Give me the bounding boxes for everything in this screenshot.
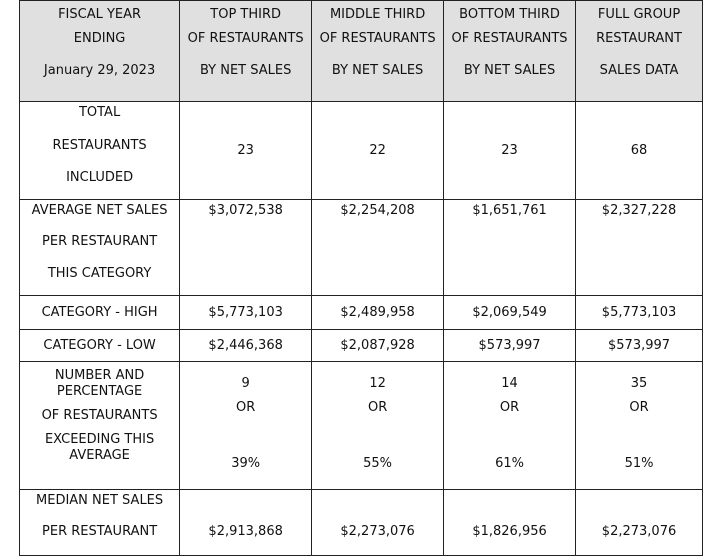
table-cell: $2,327,228 [576,200,703,296]
header-text: ENDING [73,31,126,46]
table-cell [444,362,576,490]
percent-value: 39% [231,456,261,471]
header-bottom-third [444,1,576,102]
header-text: SALES DATA [599,63,679,78]
header-text: TOP THIRD [210,7,282,22]
label-line: RESTAURANTS [52,138,147,153]
row-label [20,102,180,200]
header-text: January 29, 2023 [43,63,156,78]
or-text: OR [367,400,388,415]
table-cell: 22 [312,102,444,200]
label-line: PER RESTAURANT [42,234,158,249]
count-value: 14 [501,376,518,391]
row-label: CATEGORY - LOW [20,330,180,362]
or-text: OR [629,400,649,415]
restaurant-sales-table [19,0,703,556]
table-cell: $5,773,103 [576,296,703,330]
header-text: OF RESTAURANTS [319,31,436,46]
label-line: AVERAGE [69,448,130,463]
median-net-sales-row [20,490,703,556]
table-cell: $1,651,761 [444,200,576,296]
table-cell: $2,273,076 [576,490,703,556]
table-cell: $2,273,076 [312,490,444,556]
table-cell: 23 [444,102,576,200]
table-cell: 23 [180,102,312,200]
table-cell: $2,069,549 [444,296,576,330]
label-line: MEDIAN NET SALES [36,493,164,508]
category-low-row [20,330,703,362]
header-text: MIDDLE THIRD [329,7,426,22]
table-cell: $1,826,956 [444,490,576,556]
number-percentage-row [20,362,703,490]
header-text: RESTAURANT [596,31,682,46]
count-value: 12 [369,376,386,391]
table-cell [180,362,312,490]
header-fiscal-year [20,1,180,102]
table-cell: 68 [576,102,703,200]
label-line: TOTAL [78,105,121,120]
row-label [20,490,180,556]
header-row [20,1,703,102]
header-top-third [180,1,312,102]
label-line: INCLUDED [66,170,134,185]
label-line: PER RESTAURANT [42,524,158,539]
table-cell: $2,254,208 [312,200,444,296]
category-high-row [20,296,703,330]
percent-value: 61% [495,456,524,471]
table-cell: $2,489,958 [312,296,444,330]
table-cell [576,362,703,490]
table-cell [312,362,444,490]
header-text: OF RESTAURANTS [451,31,568,46]
row-label [20,200,180,296]
percent-value: 55% [363,456,393,471]
table-cell: $3,072,538 [180,200,312,296]
header-text: BY NET SALES [463,63,556,78]
table-cell: $2,087,928 [312,330,444,362]
or-text: OR [499,400,520,415]
label-line: THIS CATEGORY [47,266,152,281]
total-restaurants-row [20,102,703,200]
label-line: NUMBER AND [54,368,145,383]
header-text: OF RESTAURANTS [187,31,304,46]
label-line: AVERAGE NET SALES [31,203,168,218]
table-cell: $573,997 [576,330,703,362]
header-text: BY NET SALES [331,63,424,78]
percent-value: 51% [624,456,654,471]
table-cell: $573,997 [444,330,576,362]
row-label [20,362,180,490]
average-net-sales-row [20,200,703,296]
header-full-group [576,1,703,102]
row-label: CATEGORY - HIGH [20,296,180,330]
label-line: EXCEEDING THIS [44,432,155,447]
count-value: 35 [630,376,648,391]
or-text: OR [236,400,256,415]
label-line: PERCENTAGE [56,384,143,399]
table-cell: $5,773,103 [180,296,312,330]
table-cell: $2,446,368 [180,330,312,362]
table-cell: $2,913,868 [180,490,312,556]
count-value: 9 [241,376,250,391]
label-line: OF RESTAURANTS [41,408,158,423]
header-text: BOTTOM THIRD [459,7,560,22]
header-text: FULL GROUP [597,7,681,22]
header-text: FISCAL YEAR [58,7,142,22]
header-middle-third [312,1,444,102]
header-text: BY NET SALES [199,63,292,78]
